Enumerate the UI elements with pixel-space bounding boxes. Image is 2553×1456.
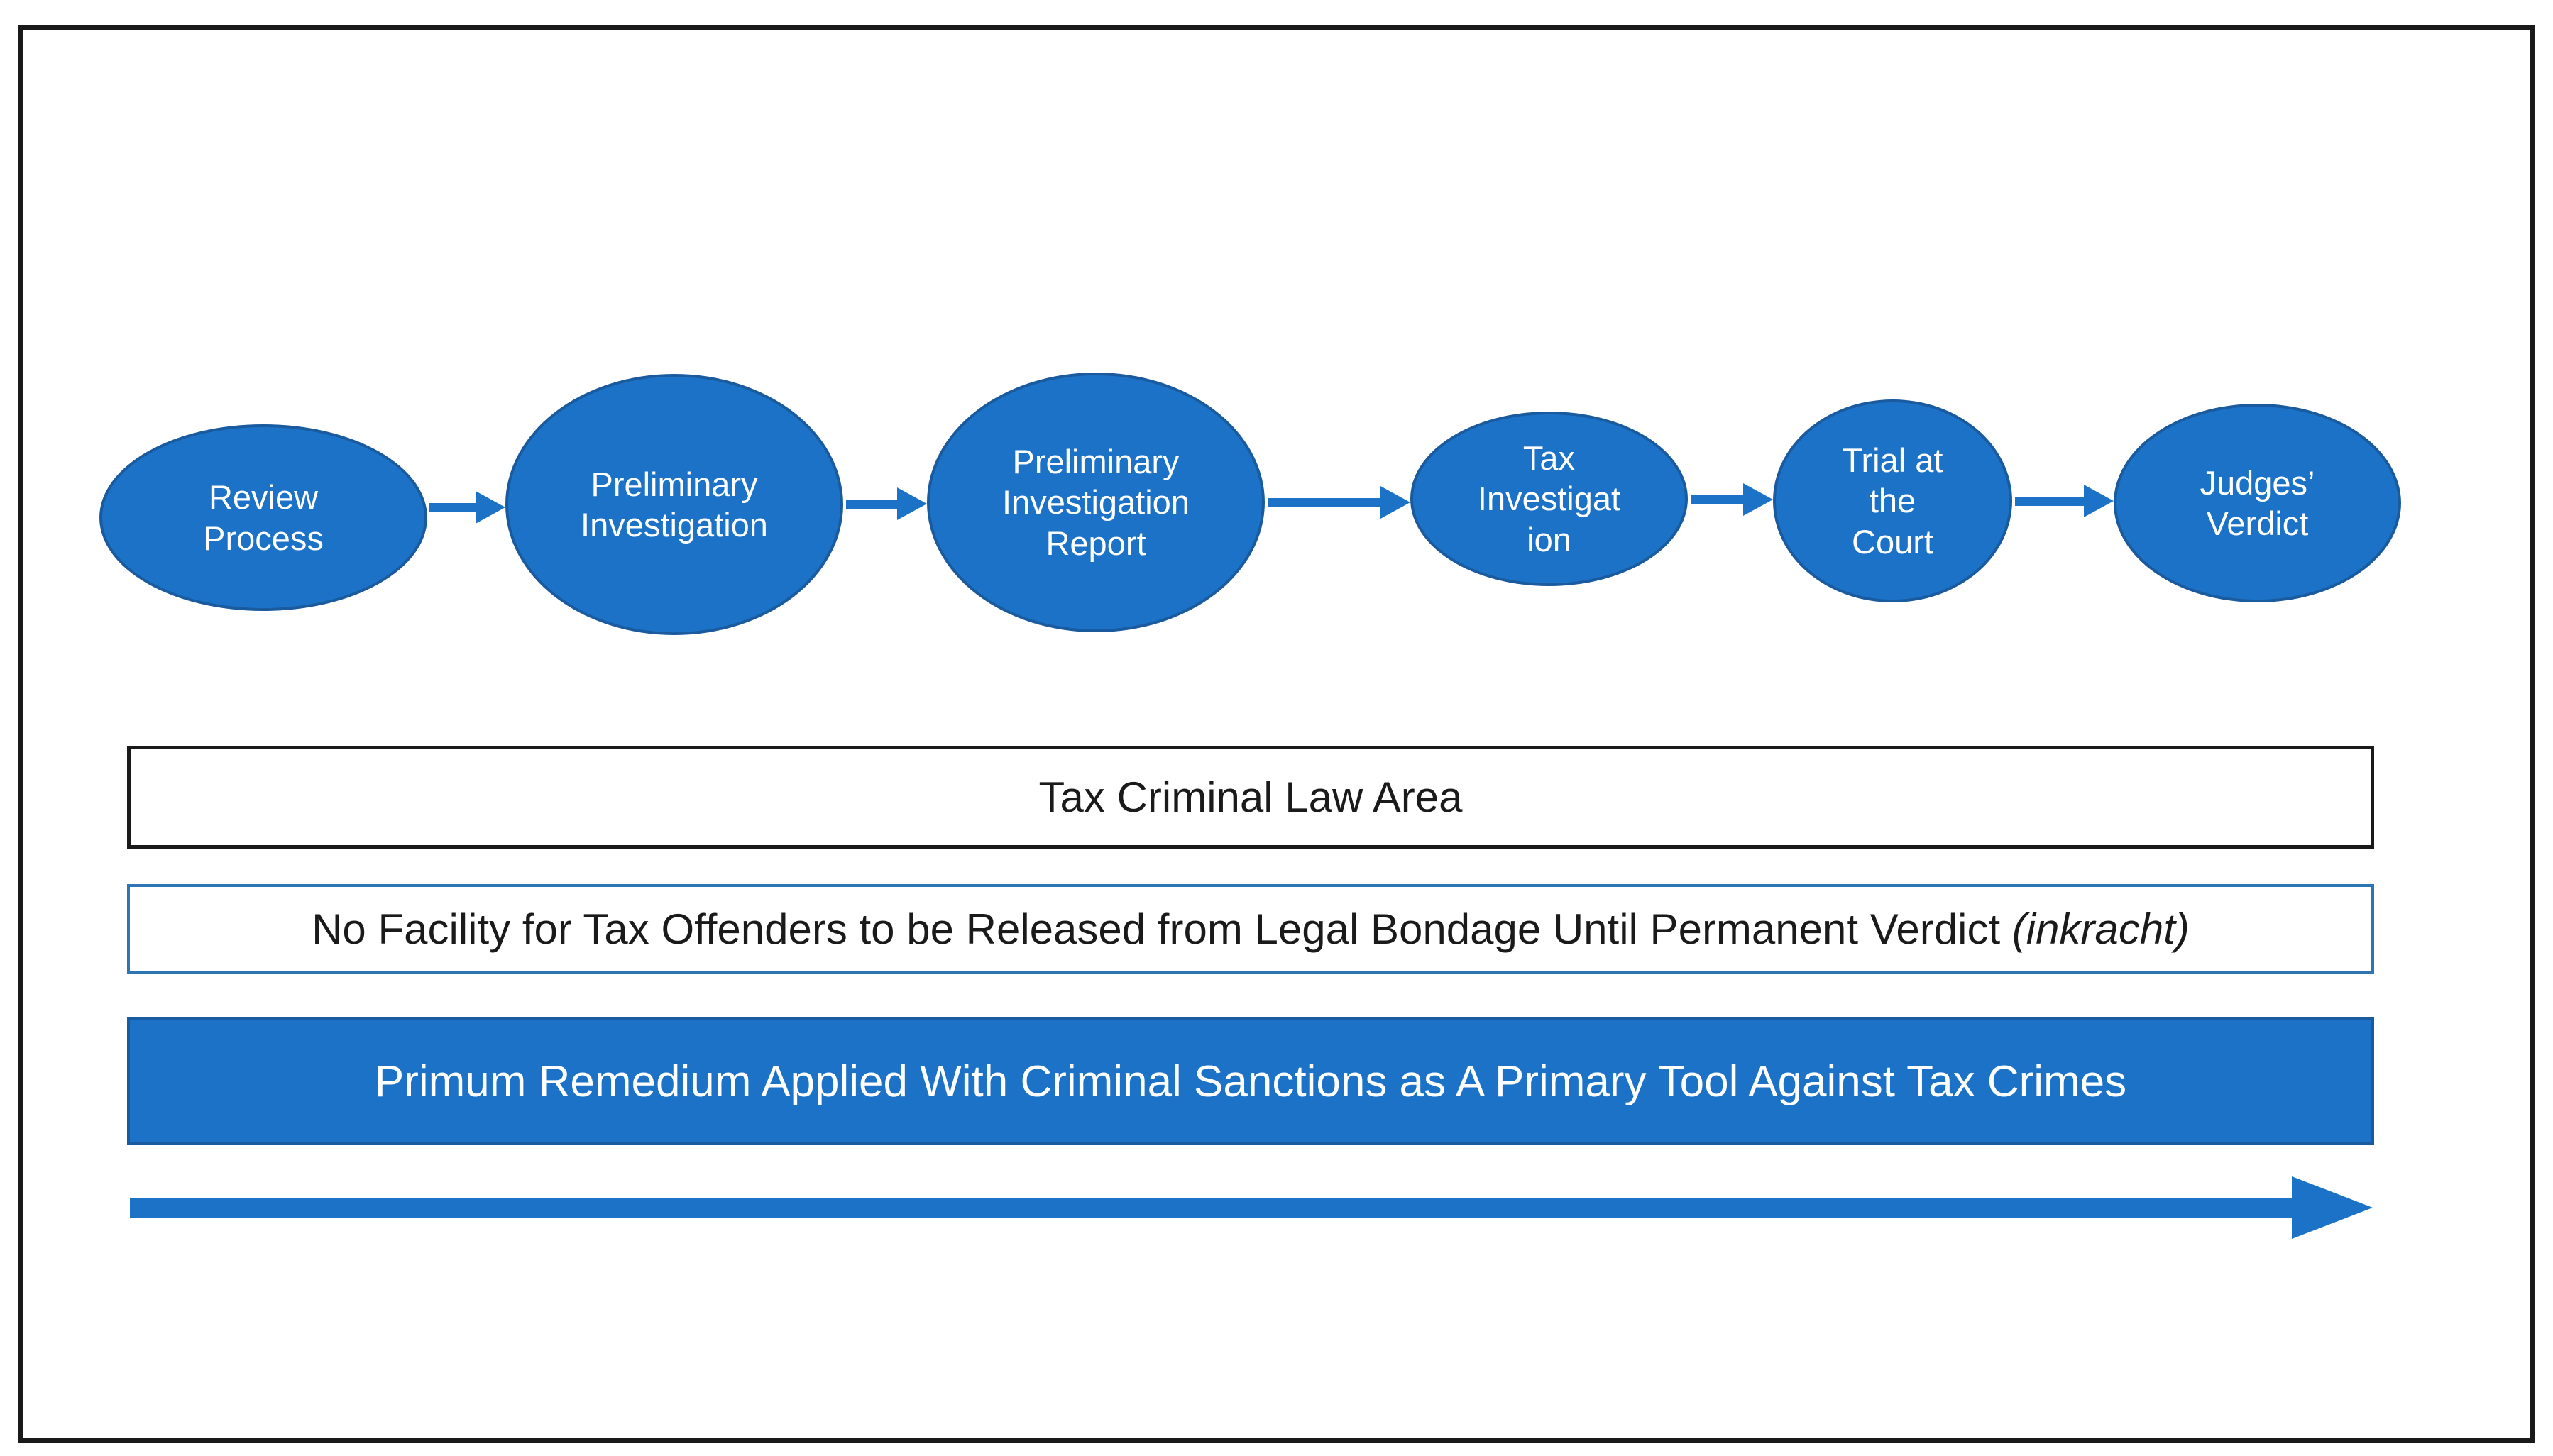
- arrow-head-icon: [2292, 1176, 2373, 1239]
- flow-node-label: Preliminary Investigation Report: [1002, 443, 1190, 562]
- arrow-head-icon: [1743, 483, 1773, 516]
- band-no-facility-released: [127, 884, 2374, 974]
- connector-arrow-icon: [429, 491, 505, 524]
- flow-node-preliminary-investigation: [505, 374, 843, 635]
- band-tax-criminal-law-area: [127, 746, 2374, 849]
- arrow-head-icon: [1380, 486, 1410, 519]
- arrow-head-icon: [897, 487, 927, 520]
- flow-node-label: Tax Investigat ion: [1477, 439, 1621, 558]
- band-label-italic: (inkracht): [2011, 905, 2190, 953]
- arrow-head-icon: [476, 491, 505, 524]
- band-label-text: No Facility for Tax Offenders to be Released from Legal Bondage Until Permanent Verdict: [312, 905, 2012, 953]
- arrow-shaft: [130, 1198, 2292, 1218]
- timeline-arrow-icon: [130, 1176, 2373, 1239]
- arrow-shaft: [1268, 498, 1380, 507]
- arrow-shaft: [1691, 495, 1743, 504]
- flow-node-tax-investigation: [1410, 412, 1688, 586]
- flow-node-trial-at-the-court: [1773, 399, 2012, 602]
- flow-node-label: Preliminary Investigation: [581, 465, 768, 544]
- flow-node-label: Trial at the Court: [1842, 441, 1943, 561]
- flow-node-preliminary-investigation-report: [927, 373, 1265, 632]
- band-label: Tax Criminal Law Area: [1038, 773, 1463, 821]
- connector-arrow-icon: [1268, 486, 1410, 519]
- arrow-head-icon: [2084, 485, 2114, 517]
- band-label: Primum Remedium Applied With Criminal Sanctions as A Primary Tool Against Tax Crimes: [374, 1057, 2127, 1106]
- band-primum-remedium: [127, 1017, 2374, 1145]
- arrow-shaft: [846, 500, 897, 509]
- flow-node-judges-verdict: [2114, 404, 2401, 602]
- flow-node-label: Judges’ Verdict: [2200, 463, 2315, 542]
- flow-node-review-process: [99, 424, 427, 611]
- flow-node-label: Review Process: [203, 478, 324, 557]
- band-label: [312, 905, 2190, 954]
- connector-arrow-icon: [2015, 485, 2114, 517]
- arrow-shaft: [2015, 497, 2084, 506]
- connector-arrow-icon: [846, 487, 927, 520]
- connector-arrow-icon: [1691, 483, 1773, 516]
- arrow-shaft: [429, 503, 476, 512]
